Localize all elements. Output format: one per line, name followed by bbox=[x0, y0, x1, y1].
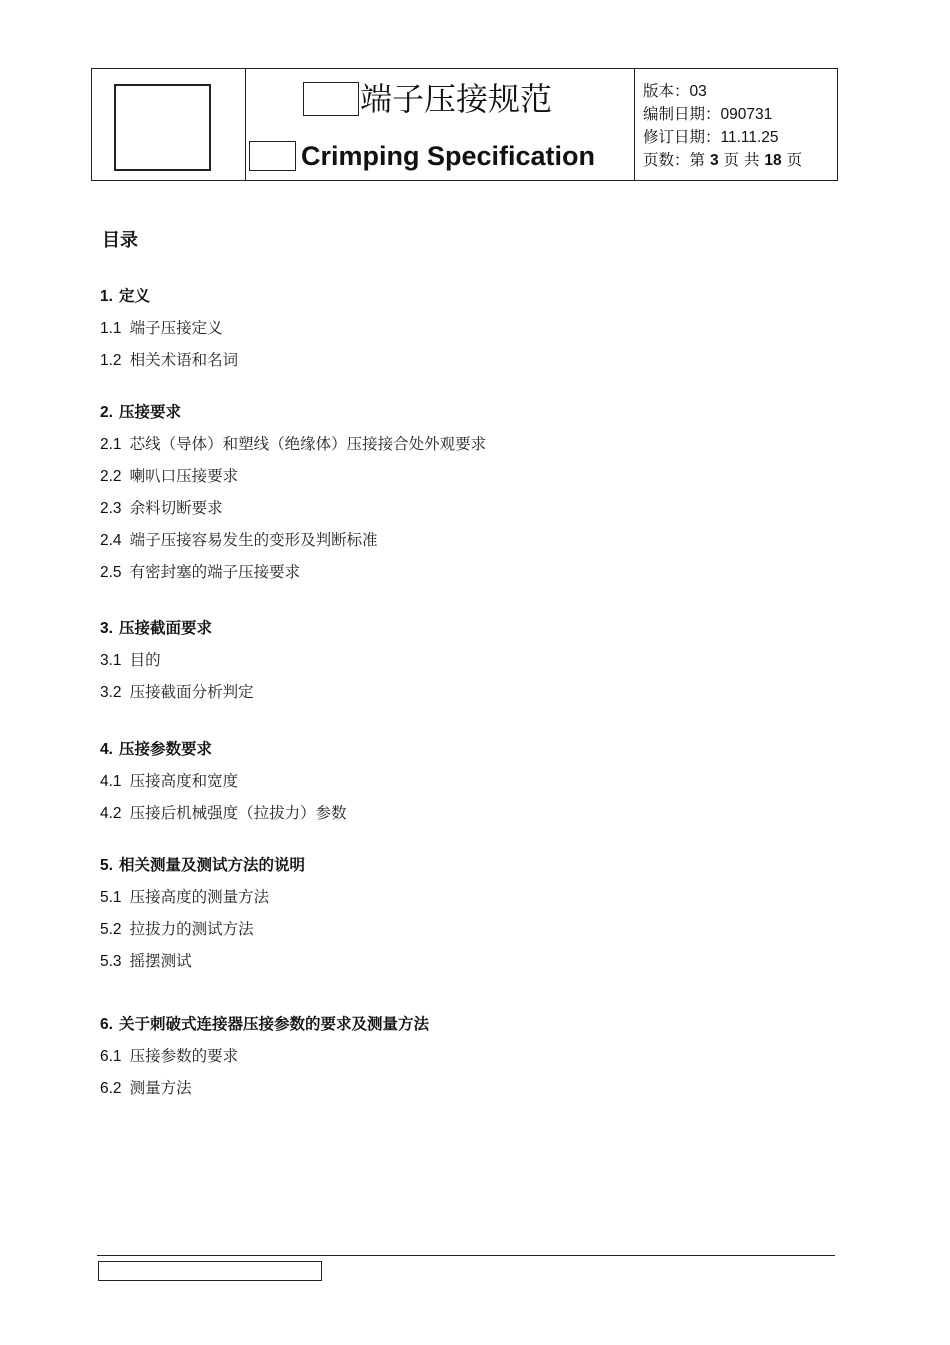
toc-section-heading bbox=[100, 853, 305, 875]
toc-section-heading bbox=[100, 400, 181, 422]
toc-section-title: 压接要求 bbox=[118, 403, 181, 421]
compile-date-line bbox=[643, 103, 837, 126]
toc-entry bbox=[100, 885, 269, 907]
toc-entry-text: 喇叭口压接要求 bbox=[129, 467, 239, 485]
toc-entry bbox=[100, 528, 378, 550]
toc-entry-text: 拉拔力的测试方法 bbox=[129, 920, 254, 938]
toc-entry-text: 压接高度和宽度 bbox=[129, 772, 239, 790]
revise-date-value: 11.11.25 bbox=[720, 129, 779, 146]
toc-entry bbox=[100, 648, 161, 670]
toc-entry-text: 摇摆测试 bbox=[129, 952, 192, 970]
toc-section-number: 6. bbox=[100, 1016, 113, 1033]
toc-entry-text: 压接参数的要求 bbox=[129, 1047, 239, 1065]
page-count-line bbox=[643, 149, 837, 172]
page-end: 页 bbox=[786, 151, 803, 169]
toc-entry-number: 4.2 bbox=[100, 805, 122, 822]
logo-cell bbox=[92, 69, 246, 180]
toc-entry-number: 1.1 bbox=[100, 320, 122, 337]
toc-section-number: 5. bbox=[100, 857, 113, 874]
title-cell bbox=[246, 69, 635, 180]
toc-section-title: 关于刺破式连接器压接参数的要求及测量方法 bbox=[118, 1015, 429, 1033]
toc-entry-text: 余料切断要求 bbox=[129, 499, 223, 517]
toc-entry bbox=[100, 560, 300, 582]
title-english: Crimping Specification bbox=[301, 141, 596, 171]
toc-entry bbox=[100, 1076, 192, 1098]
toc-entry-number: 2.4 bbox=[100, 532, 122, 549]
toc-section-title: 定义 bbox=[118, 287, 150, 305]
toc-entry-text: 相关术语和名词 bbox=[129, 351, 239, 369]
toc-entry-text: 芯线（导体）和塑线（绝缘体）压接接合处外观要求 bbox=[129, 435, 487, 453]
toc-section-heading bbox=[100, 737, 212, 759]
revise-date-line bbox=[643, 126, 837, 149]
revise-date-label: 修订日期： bbox=[643, 128, 721, 146]
toc-entry bbox=[100, 801, 347, 823]
page-total: 18 bbox=[764, 152, 782, 169]
toc-entry-number: 6.2 bbox=[100, 1080, 122, 1097]
toc-entry-number: 4.1 bbox=[100, 773, 122, 790]
toc-entry bbox=[100, 432, 486, 454]
doc-info-cell bbox=[635, 69, 837, 180]
toc-entry-number: 3.2 bbox=[100, 684, 122, 701]
toc-entry-number: 6.1 bbox=[100, 1048, 122, 1065]
page-current: 3 bbox=[709, 152, 719, 169]
toc-entry bbox=[100, 949, 192, 971]
toc-entry-number: 5.1 bbox=[100, 889, 122, 906]
logo-placeholder bbox=[114, 84, 211, 171]
title-chinese: 端子压接规范 bbox=[360, 80, 553, 118]
toc-entry-text: 测量方法 bbox=[129, 1079, 192, 1097]
toc-entry-number: 2.1 bbox=[100, 436, 122, 453]
toc-section-number: 1. bbox=[100, 288, 113, 305]
toc-entry-text: 压接后机械强度（拉拔力）参数 bbox=[129, 804, 347, 822]
compile-date-value: 090731 bbox=[720, 106, 773, 123]
toc-entry-number: 2.2 bbox=[100, 468, 122, 485]
toc-entry bbox=[100, 1044, 238, 1066]
version-line bbox=[643, 80, 837, 103]
toc-entry-number: 5.3 bbox=[100, 953, 122, 970]
toc-entry bbox=[100, 316, 223, 338]
toc-section-title: 压接截面要求 bbox=[118, 619, 212, 637]
title-en-row bbox=[249, 139, 595, 173]
page-label: 页数：第 bbox=[643, 151, 706, 169]
toc-section-number: 2. bbox=[100, 404, 113, 421]
toc-entry bbox=[100, 769, 238, 791]
toc-title: 目录 bbox=[102, 230, 138, 251]
toc-entry bbox=[100, 348, 238, 370]
toc-entry-number: 1.2 bbox=[100, 352, 122, 369]
toc-section-heading bbox=[100, 284, 150, 306]
toc-entry-number: 2.5 bbox=[100, 564, 122, 581]
footer-divider bbox=[97, 1255, 835, 1256]
title-cn-row bbox=[303, 79, 552, 119]
version-label: 版本： bbox=[643, 82, 690, 100]
toc-section-title: 相关测量及测试方法的说明 bbox=[118, 856, 305, 874]
footer-placeholder-box bbox=[98, 1261, 322, 1281]
toc-entry-number: 3.1 bbox=[100, 652, 122, 669]
toc-section-number: 3. bbox=[100, 620, 113, 637]
toc-section-title: 压接参数要求 bbox=[118, 740, 212, 758]
toc-entry-text: 压接截面分析判定 bbox=[129, 683, 254, 701]
toc-section-heading bbox=[100, 1012, 429, 1034]
toc-entry bbox=[100, 680, 254, 702]
toc-entry-text: 端子压接定义 bbox=[129, 319, 223, 337]
toc-entry bbox=[100, 464, 238, 486]
document-header bbox=[91, 68, 838, 181]
toc-entry bbox=[100, 496, 223, 518]
toc-section-heading bbox=[100, 616, 212, 638]
title-en-redaction-box bbox=[249, 141, 296, 171]
page-mid: 页 共 bbox=[723, 151, 760, 169]
toc-entry bbox=[100, 917, 254, 939]
toc-entry-text: 有密封塞的端子压接要求 bbox=[129, 563, 301, 581]
version-value: 03 bbox=[689, 83, 707, 100]
toc-entry-number: 2.3 bbox=[100, 500, 122, 517]
toc-entry-number: 5.2 bbox=[100, 921, 122, 938]
compile-date-label: 编制日期： bbox=[643, 105, 721, 123]
toc-entry-text: 端子压接容易发生的变形及判断标准 bbox=[129, 531, 378, 549]
toc-section-number: 4. bbox=[100, 741, 113, 758]
title-cn-redaction-box bbox=[303, 82, 359, 116]
toc-entry-text: 压接高度的测量方法 bbox=[129, 888, 270, 906]
toc-entry-text: 目的 bbox=[129, 651, 161, 669]
